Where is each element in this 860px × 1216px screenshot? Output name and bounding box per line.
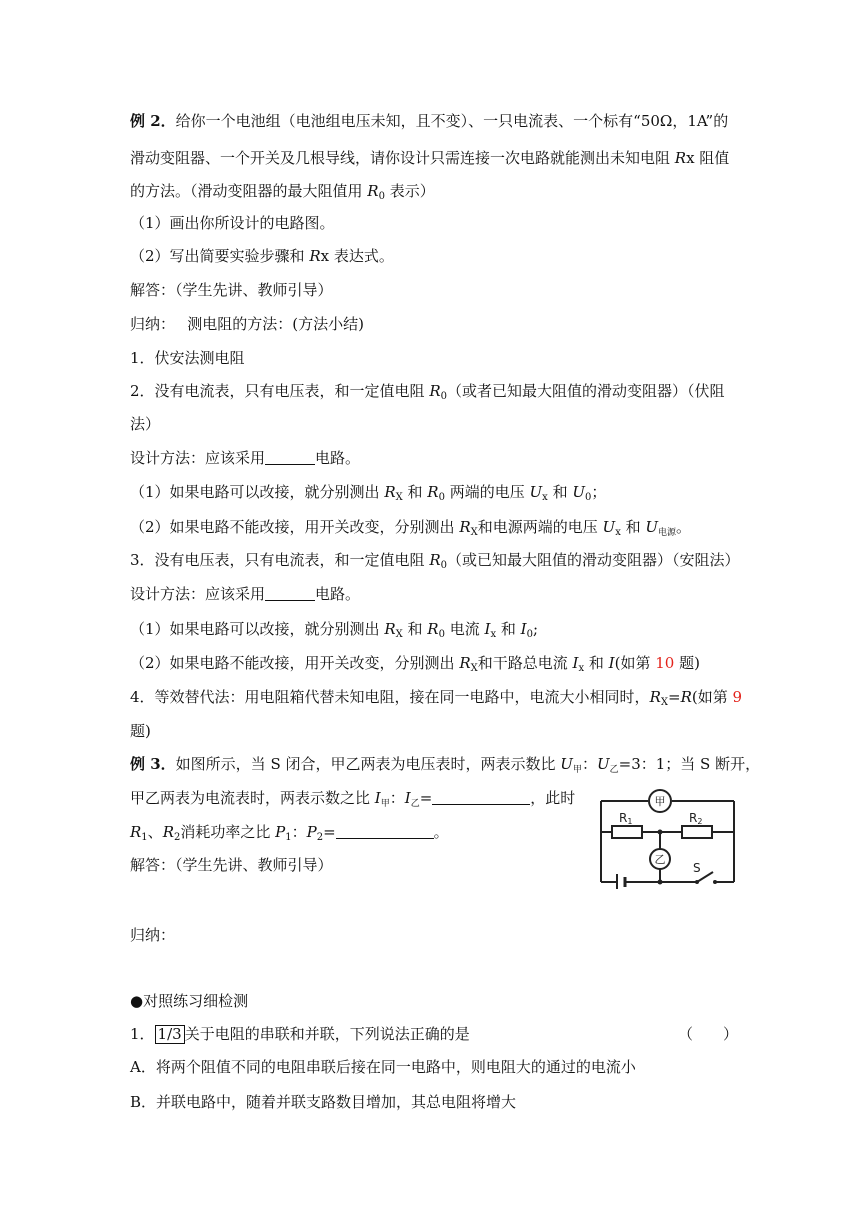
step-3-2: （2）如果电路不能改接，用开关改变，分别测出 $R_X$和干路总电流 $I_x$ 和 I(如第 10 题) xyxy=(130,654,700,674)
q1-option-a: A．将两个阻值不同的电阻串联后接在同一电路中，则电阻大的通过的电流小 xyxy=(130,1058,636,1076)
q1-option-b: B．并联电路中，随着并联支路数目增加，其总电阻将增大 xyxy=(130,1093,517,1111)
switch-label: S xyxy=(693,861,701,875)
method-4-cont: 题) xyxy=(130,722,151,740)
q1-answer-paren[interactable]: （ ） xyxy=(678,1025,739,1043)
ex2-line-1: 例 2．给你一个电池组（电池组电压未知，且不变）、一只电流表、一个标有“50Ω，1A”的 xyxy=(130,112,729,130)
ex2-question-1: （1）画出你所设计的电路图。 xyxy=(130,214,335,232)
ex3-line-2: 甲乙两表为电流表时，两表示数之比 $I_甲$：$I_乙=$ ，此时 xyxy=(130,789,576,809)
circuit-diagram xyxy=(595,789,740,889)
ex2-question-2: （2）写出简要实验步骤和 Rx 表达式。 xyxy=(130,247,394,265)
step-2-2: （2）如果电路不能改接，用开关改变，分别测出 $R_X$和电源两端的电压 $U_x$ 和 $U_{电源}$。 xyxy=(130,518,692,538)
ex2-line-2: 滑动变阻器、一个开关及几根导线，请你设计只需连接一次电路就能测出未知电阻 Rx 阻值 xyxy=(130,149,730,167)
ex3-answer: 解答：（学生先讲、教师引导） xyxy=(130,856,333,874)
practice-q1: 1． 1/3 关于电阻的串联和并联，下列说法正确的是 xyxy=(130,1025,470,1043)
method-2: 2．没有电流表，只有电压表，和一定值电阻 $R_0$（或者已知最大阻值的滑动变阻器）（伏阻 xyxy=(130,382,725,402)
method-2-cont: 法） xyxy=(130,415,161,433)
ex3-summary: 归纳： xyxy=(130,926,176,944)
ex2-answer: 解答：（学生先讲、教师引导） xyxy=(130,281,333,299)
step-2-1: （1）如果电路可以改接，就分别测出 $R_X$ 和 $R_0$ 两端的电压 $U_x$ 和 $U_0$； xyxy=(130,483,607,503)
meter-yi-label: 乙 xyxy=(654,853,666,866)
method-1: 1．伏安法测电阻 xyxy=(130,349,245,367)
ex2-summary: 归纳： 测电阻的方法：(方法小结) xyxy=(130,315,364,333)
meter-jia-label: 甲 xyxy=(654,795,666,808)
question-ref-10: 10 xyxy=(655,654,675,672)
fill-blank-power-ratio[interactable] xyxy=(336,824,434,839)
step-3-1: （1）如果电路可以改接，就分别测出 $R_X$ 和 $R_0$ 电流 $I_x$ 和 $I_0$; xyxy=(130,620,539,640)
method-3: 3．没有电压表，只有电流表，和一定值电阻 $R_0$（或已知最大阻值的滑动变阻器）（安阻法） xyxy=(130,551,740,571)
design-method-1: 设计方法：应该采用 电路。 xyxy=(130,449,361,467)
ex3-label: 例 3． xyxy=(130,755,176,773)
r1-label: R1 xyxy=(619,811,633,826)
ex2-line-3: 的方法。（滑动变阻器的最大阻值用 $R_0$ 表示） xyxy=(130,182,435,202)
ex3-line-1: 例 3．如图所示，当 S 闭合，甲乙两表为电压表时，两表示数比 $U_甲$：$U_乙=3$：1；当 S 断开， xyxy=(130,755,761,775)
r2-label: R2 xyxy=(689,811,703,826)
practice-header: ●对照练习细检测 xyxy=(130,992,249,1010)
fill-blank-current-ratio[interactable] xyxy=(432,790,530,805)
question-ref-9: 9 xyxy=(732,688,743,706)
fill-blank-2[interactable] xyxy=(265,586,315,601)
q1-badge: 1/3 xyxy=(155,1025,185,1044)
design-method-2: 设计方法：应该采用 电路。 xyxy=(130,585,361,603)
method-4: 4．等效替代法：用电阻箱代替未知电阻，接在同一电路中，电流大小相同时，$R_X=R$(如第 9 xyxy=(130,688,743,708)
ex2-label: 例 2． xyxy=(130,112,176,130)
ex3-line-3: $R_1$、$R_2$消耗功率之比 $P_1$：$P_2=$ 。 xyxy=(130,823,449,843)
fill-blank-1[interactable] xyxy=(265,450,315,465)
